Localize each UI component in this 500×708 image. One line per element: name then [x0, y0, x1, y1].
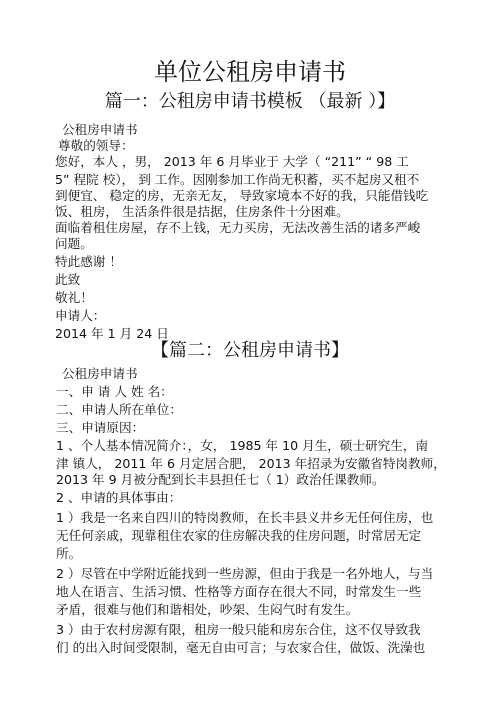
date-line: 2014 年 1 月 24 日 — [55, 326, 169, 341]
form-field-line: 三、申请原因： — [56, 420, 145, 435]
paragraph-line: 无任何亲戚，现靠租住农家的住房解决我的住房问题，时常居无定 — [56, 528, 422, 543]
paragraph-line: 1 ）我是一名来自四川的特岗教师，在长丰县义井乡无任何住房，也 — [56, 510, 434, 525]
paragraph-line: 矛盾，很难与他们和谐相处，吵架、生闷气时有发生。 — [56, 602, 359, 617]
section-body-part1 — [0, 122, 500, 342]
closing-line: 此致 — [55, 272, 81, 287]
paragraph-line: 所。 — [56, 546, 82, 561]
paragraph-line: 2013 年 9 月被分配到长丰县担任七（ 1）政治任课教师。 — [56, 472, 385, 487]
thanks-line: 特此感谢 ！ — [55, 254, 122, 269]
paragraph-line: 2 、申请的具体事由： — [56, 490, 182, 505]
applicant-line: 申请人： — [55, 308, 106, 323]
section-body-part2 — [0, 366, 500, 656]
paragraph-line: 们 的出入时间受限制，毫无自由可言；与农家合住，做饭、洗澡也 — [56, 640, 426, 655]
subtitle-line: 公租房申请书 — [62, 366, 138, 381]
form-field-line: 一、申 请 人 姓 名： — [56, 384, 173, 399]
paragraph-line: 到便宜、 稳定的房，无亲无友， 导致家境本不好的我，只能借钱吃 — [55, 188, 429, 203]
paragraph-line: 饭、租房， 生活条件很是拮据，住房条件十分困难。 — [55, 204, 349, 219]
subtitle-line: 公租房申请书 — [62, 122, 138, 137]
closing-line: 敬礼！ — [55, 290, 93, 305]
salutation-line: 尊敬的领导： — [58, 138, 134, 153]
paragraph-line: 3 ）由于农村房源有限，租房一般只能和房东合住，这不仅导致我 — [56, 622, 421, 637]
paragraph-line: 问题。 — [55, 236, 93, 251]
paragraph-line: 面临着租住房屋，存不上钱，无力买房，无法改善生活的诸多严峻 — [55, 220, 421, 235]
paragraph-line: 1 、个人基本情况简介：，女， 1985 年 10 月生，硕士研究生，南 — [56, 438, 429, 453]
paragraph-line: 地人在语言、生活习惯、性格等方面存在很大不同，时常发生一些 — [56, 584, 422, 599]
paragraph-line: 5” 程院 校）， 到 工作。因刚参加工作尚无积蓄，买不起房又租不 — [55, 172, 420, 187]
document-title: 单位公租房申请书 — [154, 58, 346, 86]
paragraph-line: 津 镇人， 2011 年 6 月定居合肥， 2013 年招录为安徽省特岗教师， — [56, 456, 446, 471]
section-heading-part1: 篇一：公租房申请书模板 （最新 ）】 — [104, 91, 396, 112]
form-field-line: 二、申请人所在单位： — [56, 402, 182, 417]
paragraph-line: 2 ）尽管在中学附近能找到一些房源，但由于我是一名外地人，与当 — [56, 566, 434, 581]
paragraph-line: 您好，本人 ，男， 2013 年 6 月毕业于 大学（ “211” “ 98 工 — [55, 154, 409, 169]
section-heading-part2: 【篇二：公租房申请书】 — [151, 340, 349, 361]
